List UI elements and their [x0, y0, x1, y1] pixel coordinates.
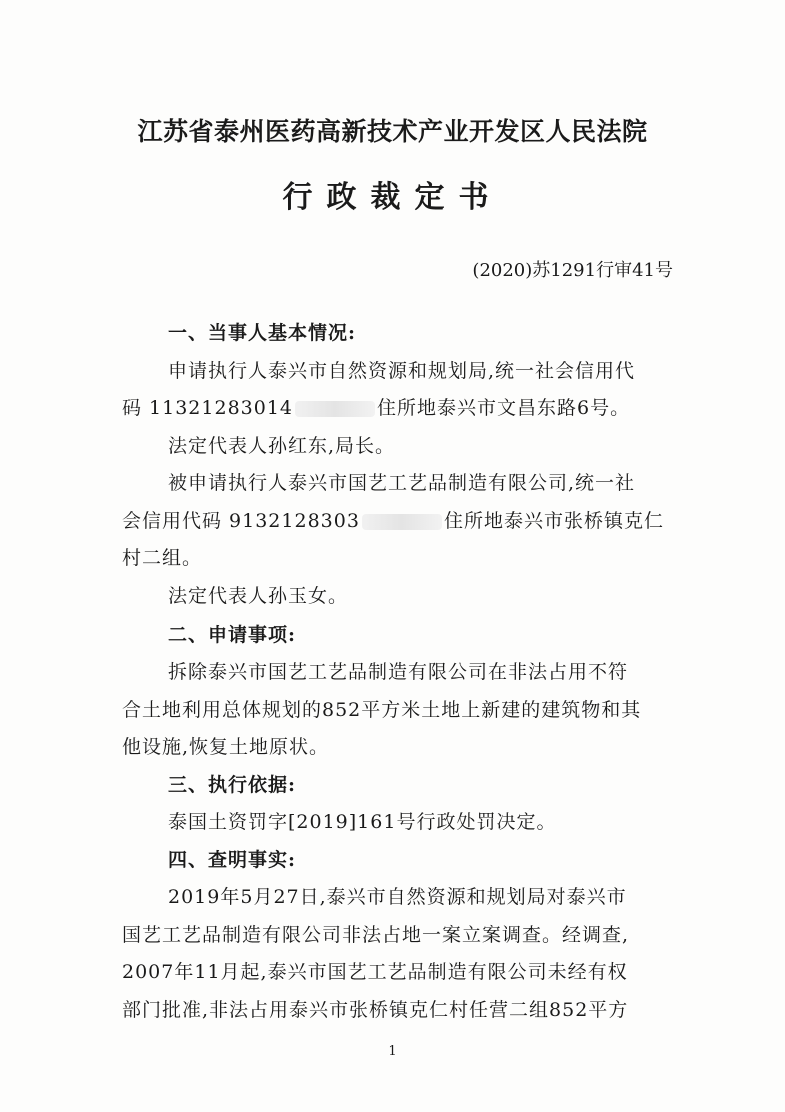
case-number: (2020)苏1291行审41号: [472, 260, 673, 281]
court-name: 江苏省泰州医药高新技术产业开发区人民法院: [137, 117, 648, 146]
redaction-blur: [362, 514, 442, 530]
section-2-heading: 二、申请事项:: [168, 624, 297, 646]
respondent-address: 住所地泰兴市张桥镇克仁: [443, 510, 664, 532]
request-line-2: 合土地利用总体规划的852平方米土地上新建的建筑物和其: [122, 699, 642, 721]
respondent-representative: 法定代表人孙玉女。: [168, 585, 349, 607]
request-line-3: 他设施,恢复土地原状。: [122, 736, 330, 758]
respondent-credit-code: 会信用代码 9132128303: [122, 510, 360, 532]
respondent-line-1: 被申请执行人泰兴市国艺工艺品制造有限公司,统一社: [168, 472, 636, 494]
section-4-heading: 四、查明事实:: [168, 849, 297, 871]
facts-line-1: 2019年5月27日,泰兴市自然资源和规划局对泰兴市: [168, 886, 627, 908]
execution-basis: 泰国土资罚字[2019]161号行政处罚决定。: [168, 811, 557, 833]
request-line-1: 拆除泰兴市国艺工艺品制造有限公司在非法占用不符: [168, 661, 629, 683]
facts-line-3: 2007年11月起,泰兴市国艺工艺品制造有限公司未经有权: [122, 961, 628, 983]
applicant-credit-code: 码 11321283014: [122, 397, 294, 419]
document-type-title: 行政裁定书: [282, 180, 503, 215]
facts-line-4: 部门批准,非法占用泰兴市张桥镇克仁村任营二组852平方: [122, 999, 629, 1021]
applicant-representative: 法定代表人孙红东,局长。: [168, 435, 396, 457]
applicant-address: 住所地泰兴市文昌东路6号。: [377, 397, 631, 419]
applicant-line-2: [122, 393, 630, 420]
respondent-line-2: [122, 506, 664, 533]
page-number: 1: [388, 1044, 397, 1059]
section-1-heading: 一、当事人基本情况:: [168, 322, 357, 344]
applicant-line-1: 申请执行人泰兴市自然资源和规划局,统一社会信用代: [168, 360, 636, 382]
facts-line-2: 国艺工艺品制造有限公司非法占地一案立案调查。经调查,: [122, 924, 630, 946]
respondent-line-3: 村二组。: [122, 547, 203, 569]
redaction-blur: [295, 401, 375, 417]
section-3-heading: 三、执行依据:: [168, 774, 297, 796]
